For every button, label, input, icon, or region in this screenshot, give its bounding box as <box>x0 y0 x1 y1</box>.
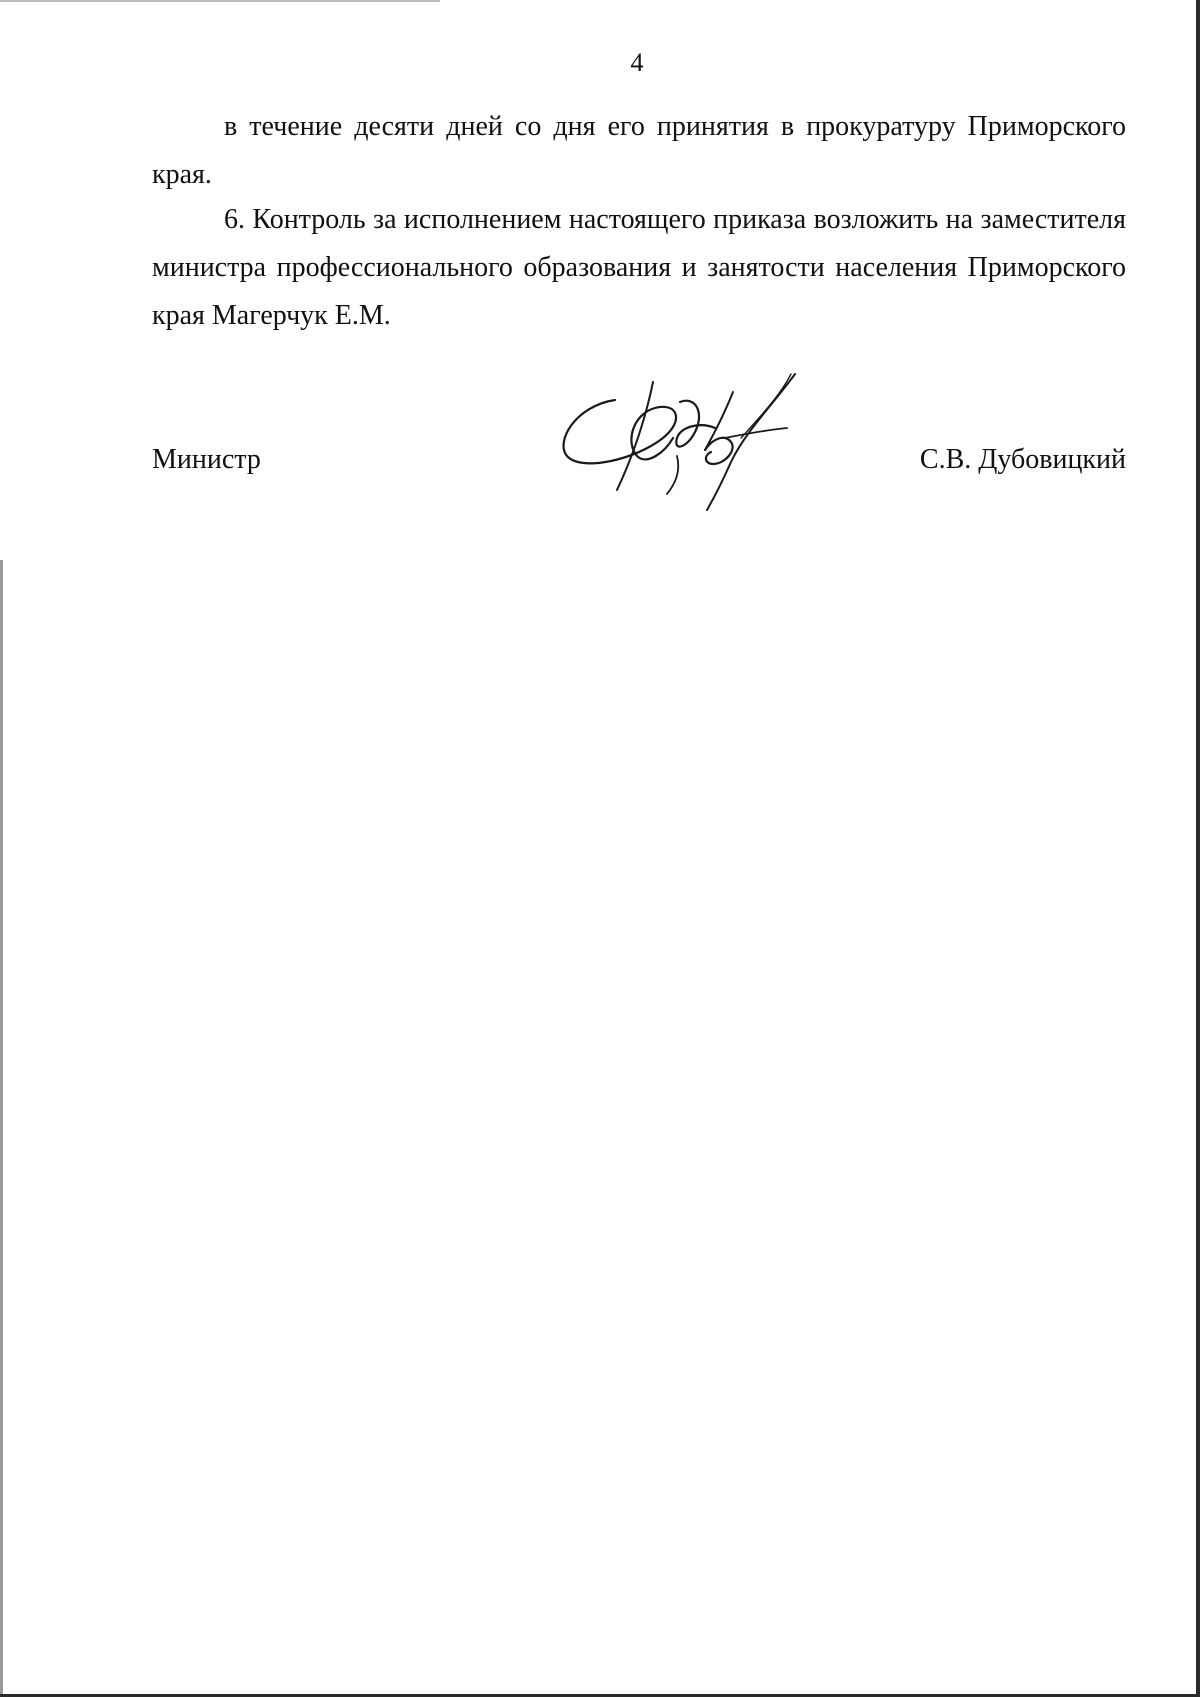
scan-edge-top <box>0 0 440 2</box>
handwritten-signature <box>555 372 815 512</box>
paragraph-control-clause: 6. Контроль за исполнением настоящего приказа возложить на заместителя министра профессионального образования и занятости населения Приморского края Магерчук Е.М. <box>152 204 1126 331</box>
signatory-title: Министр <box>152 444 261 475</box>
scan-edge-left <box>0 560 3 1697</box>
paragraph-continuation: в течение десяти дней со дня его принятия в прокуратуру Приморского края. <box>152 111 1126 190</box>
signatory-name: С.В. Дубовицкий <box>919 444 1126 475</box>
page-number: 4 <box>630 48 644 77</box>
scan-edge-right <box>1196 0 1200 1697</box>
